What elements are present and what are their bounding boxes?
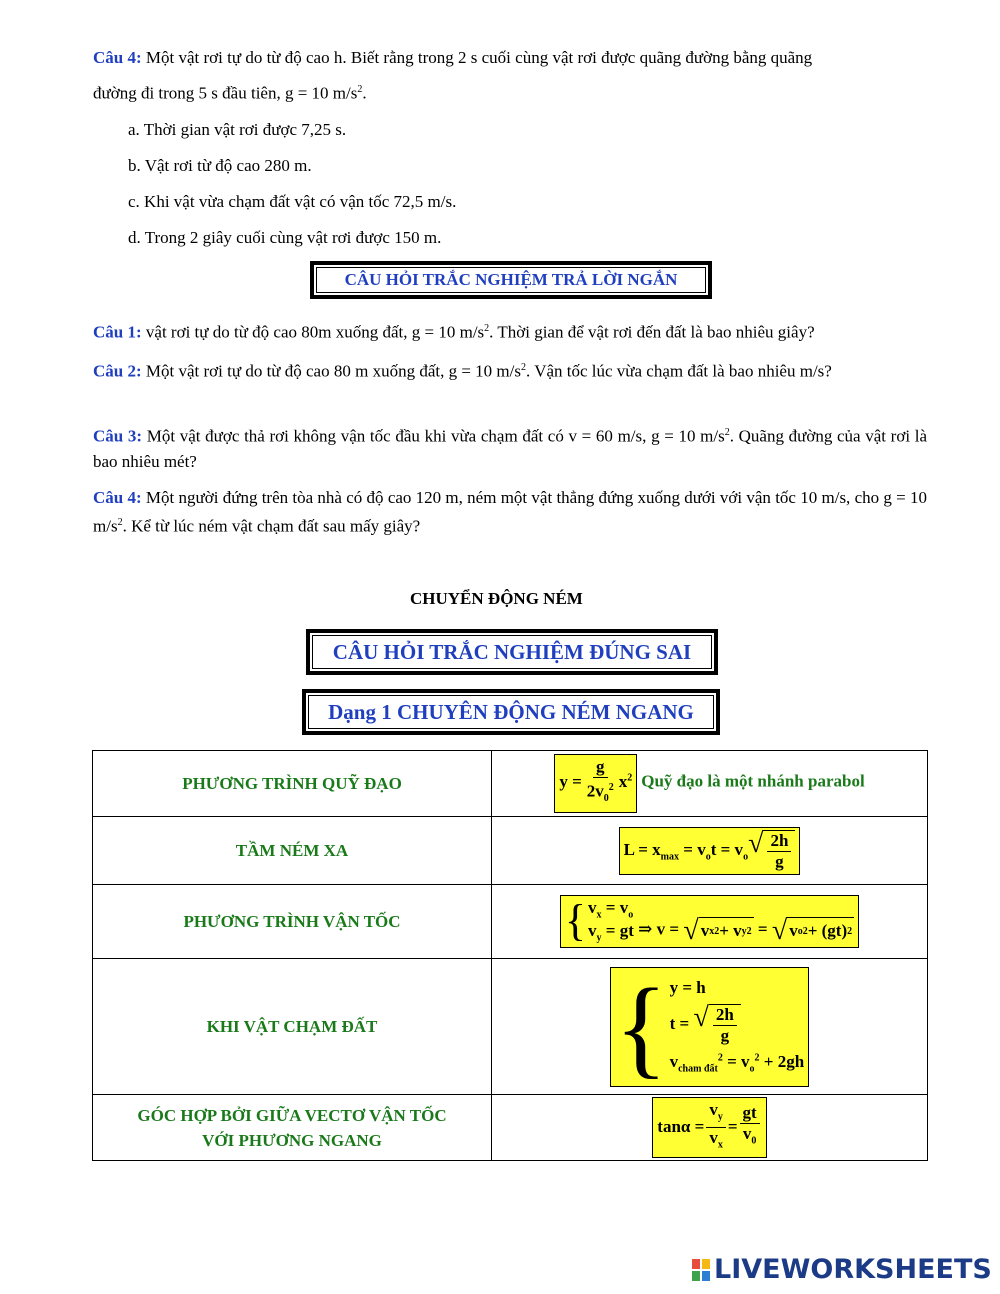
section-title: CHUYỂN ĐỘNG NÉM	[410, 589, 583, 608]
form1-heading-box	[302, 689, 720, 735]
short-question-4	[93, 485, 927, 539]
question-4-top	[93, 45, 927, 70]
formula-table	[92, 750, 928, 1161]
question-label: Câu 4:	[93, 488, 142, 507]
liveworksheets-logo	[692, 1254, 992, 1285]
short-answer-heading-box	[310, 261, 712, 299]
angle-formula: tanα = $\frac{v_y}{v_x}$ = $\frac{gt}{v_0}$	[652, 1097, 766, 1159]
question-label: Câu 2:	[93, 361, 142, 381]
short-question-1	[93, 316, 927, 345]
table-row	[93, 751, 928, 817]
short-question-3	[93, 420, 927, 474]
table-row	[93, 817, 928, 885]
angle-formula-cell	[492, 1095, 928, 1161]
period: .	[362, 83, 367, 103]
option-c: c. Khi vật vừa chạm đất vật có vận tốc 72,5 m/s.	[128, 192, 457, 211]
superscript: 2	[724, 427, 730, 438]
trajectory-formula: y = $\frac{g}{2v_0^2}$ $x^2$	[554, 754, 637, 812]
question-tail: . Quãng đường của vật rơi là bao nhiêu mét?	[93, 426, 927, 471]
question-text-line1: Một vật rơi tự do từ độ cao h. Biết rằng trong 2 s cuối cùng vật rơi được quãng đường bằng quãng	[141, 48, 813, 67]
question-text: Một vật rơi tự do từ độ cao 80 m xuống đất, g = 10 m/s	[141, 361, 521, 381]
logo-icon	[692, 1259, 710, 1281]
row-label-line1: GÓC HỢP BỞI GIỮA VECTƠ VẬN TỐC	[137, 1105, 447, 1125]
option-d: d. Trong 2 giây cuối cùng vật rơi được 150 m.	[128, 228, 442, 247]
short-answer-heading: CÂU HỎI TRẮC NGHIỆM TRẢ LỜI NGẮN	[316, 267, 706, 293]
question-text: vật rơi tự do từ độ cao 80m xuống đất, g = 10 m/s	[141, 322, 485, 342]
table-row	[93, 885, 928, 959]
impact-formula-cell	[492, 959, 928, 1095]
question-tail: . Vận tốc lúc vừa chạm đất là bao nhiêu m/s?	[526, 361, 832, 381]
true-false-heading-box	[306, 629, 718, 675]
logo-text: LIVEWORKSHEETS	[714, 1254, 992, 1285]
superscript: 2	[117, 517, 123, 528]
question-tail: . Kể từ lúc ném vật chạm đất sau mấy giây?	[122, 516, 421, 536]
option-a: a. Thời gian vật rơi được 7,25 s.	[128, 120, 347, 139]
row-label-line2: VỚI PHƯƠNG NGANG	[202, 1130, 382, 1150]
question-text-line2: đường đi trong 5 s đầu tiên, g = 10 m/s	[93, 83, 358, 103]
trajectory-formula-cell	[492, 751, 928, 817]
form1-heading: Dạng 1 CHUYÊN ĐỘNG NÉM NGANG	[308, 695, 714, 729]
superscript: 2	[484, 323, 490, 334]
question-label: Câu 4:	[93, 48, 142, 67]
row-label: TẦM NÉM XA	[93, 817, 492, 885]
question-text: Một vật được thả rơi không vận tốc đầu khi vừa chạm đất có v = 60 m/s, g = 10 m/s	[142, 426, 725, 446]
row-label: KHI VẬT CHẠM ĐẤT	[93, 959, 492, 1095]
range-formula: $L = x_{max} = v_ot = v_o$ √ $\frac{2h}{g}$	[619, 827, 801, 875]
impact-formula: { y = h t = √ $\frac{2h}{g}$ $v_{cham đất}^2 = v_o^2 + 2gh$	[610, 967, 809, 1087]
trajectory-note: Quỹ đạo là một nhánh parabol	[641, 772, 865, 792]
row-label	[93, 1095, 492, 1161]
superscript: 2	[521, 362, 526, 373]
row-label: PHƯƠNG TRÌNH QUỸ ĐẠO	[93, 751, 492, 817]
true-false-heading: CÂU HỎI TRẮC NGHIỆM ĐÚNG SAI	[312, 635, 712, 669]
velocity-formula-cell	[492, 885, 928, 959]
question-tail: . Thời gian để vật rơi đến đất là bao nhiêu giây?	[489, 322, 815, 342]
question-4-top-line2	[93, 77, 927, 106]
question-text: Một người đứng trên tòa nhà có độ cao 120 m, ném một vật thẳng đứng xuống dưới với vận tốc 10 m/s, cho g = 10 m/s	[93, 488, 927, 536]
question-label: Câu 1:	[93, 322, 142, 342]
row-label: PHƯƠNG TRÌNH VẬN TỐC	[93, 885, 492, 959]
table-row	[93, 1095, 928, 1161]
velocity-formula: { $v_x = v_o$ $v_y$ = gt ⇒ v = √ v x 2 + v y 2 = √ v o 2 + (gt) 2	[560, 895, 859, 947]
range-formula-cell	[492, 817, 928, 885]
superscript: 2	[357, 84, 363, 95]
option-b: b. Vật rơi từ độ cao 280 m.	[128, 156, 312, 175]
table-row	[93, 959, 928, 1095]
question-label: Câu 3:	[93, 426, 143, 446]
short-question-2	[93, 355, 927, 384]
